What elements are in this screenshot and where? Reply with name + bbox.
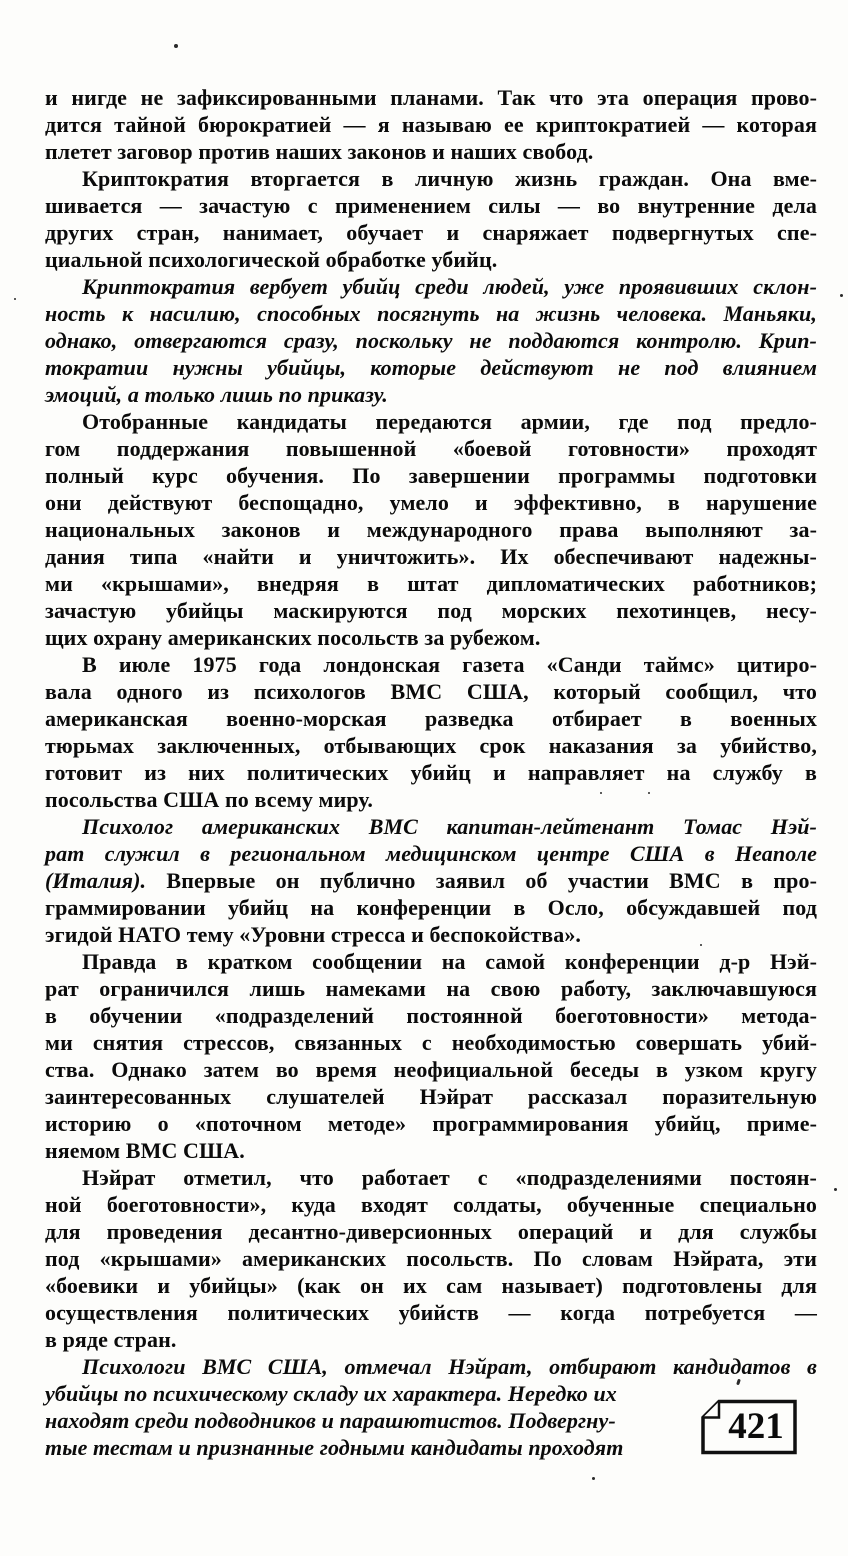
text-line-p7 (45, 975, 817, 1002)
text-line-p4 (45, 570, 817, 597)
text-line-p7 (45, 1110, 817, 1137)
italic-text-segment: Криптократия вербует убийц среди людей, уже проявивших склон- (82, 274, 817, 299)
roman-text-segment: щих охрану американских посольств за рубежом. (45, 625, 541, 650)
italic-text-segment: рат служил в региональном медицинском центре США в Неаполе (45, 841, 817, 866)
text-line-p8 (45, 1218, 817, 1245)
roman-text-segment: зачастую убийцы маскируются под морских пехотинцев, несу- (45, 598, 817, 623)
text-line-p9 (45, 1407, 677, 1434)
text-line-p5 (45, 732, 817, 759)
text-line-p4 (45, 543, 817, 570)
text-line-p3 (45, 381, 817, 408)
italic-text-segment: Психологи ВМС США, отмечал Нэйрат, отбирают кандидатов в (82, 1354, 817, 1379)
text-line-p7 (45, 1002, 817, 1029)
text-line-p9 (45, 1434, 677, 1461)
text-line-p4 (45, 408, 817, 435)
roman-text-segment: эгидой НАТО тему «Уровни стресса и беспокойства». (45, 922, 582, 947)
text-line-p5 (45, 678, 817, 705)
roman-text-segment: ства. Однако затем во время неофициальной беседы в узком кругу (45, 1057, 817, 1082)
roman-text-segment: ной боеготовности», куда входят солдаты, обученные специально (45, 1192, 817, 1217)
roman-text-segment: других стран, нанимает, обучает и снаряжает подвергнутых спе- (45, 220, 817, 245)
roman-text-segment: гом поддержания повышенной «боевой готовности» проходят (45, 436, 817, 461)
text-line-p2 (45, 246, 817, 273)
italic-text-segment: (Италия). (45, 868, 147, 893)
text-line-p5 (45, 759, 817, 786)
text-line-p4 (45, 597, 817, 624)
text-line-p7 (45, 948, 817, 975)
roman-text-segment: в ряде стран. (45, 1327, 177, 1352)
roman-text-segment: В июле 1975 года лондонская газета «Санди таймс» цитиро- (82, 652, 817, 677)
italic-text-segment: тократии нужны убийцы, которые действуют не под влиянием (45, 355, 817, 380)
roman-text-segment: дания типа «найти и уничтожить». Их обеспечивают надежны- (45, 544, 817, 569)
text-line-p8 (45, 1191, 817, 1218)
roman-text-segment: заинтересованных слушателей Нэйрат рассказал поразительную (45, 1084, 817, 1109)
italic-text-segment: находят среди подводников и парашютистов. Подвергну- (45, 1408, 616, 1433)
scan-speck (174, 44, 178, 48)
roman-text-segment: Криптократия вторгается в личную жизнь граждан. Она вме- (82, 166, 817, 191)
text-line-p3 (45, 300, 817, 327)
italic-text-segment: тые тестам и признанные годными кандидаты проходят (45, 1435, 624, 1460)
roman-text-segment: американская военно-морская разведка отбирает в военных (45, 706, 817, 731)
roman-text-segment: национальных законов и международного права выполняют за- (45, 517, 817, 542)
text-line-p4 (45, 462, 817, 489)
text-line-p8 (45, 1326, 817, 1353)
italic-text-segment: Психолог американских ВМС капитан-лейтенант Томас Нэй- (82, 814, 817, 839)
italic-text-segment: эмоций, а только лишь по приказу. (45, 382, 388, 407)
roman-text-segment: Нэйрат отметил, что работает с «подразделениями постоян- (82, 1165, 817, 1190)
roman-text-segment: посольства США по всему миру. (45, 787, 373, 812)
roman-text-segment: историю о «поточном методе» программирования убийц, приме- (45, 1111, 817, 1136)
roman-text-segment: вала одного из психологов ВМС США, который сообщил, что (45, 679, 817, 704)
scan-speck (648, 792, 650, 794)
roman-text-segment: ми «крышами», внедряя в штат дипломатических работников; (45, 571, 817, 596)
roman-text-segment: и нигде не зафиксированными планами. Так что эта операция прово- (45, 85, 817, 110)
text-line-p6 (45, 867, 817, 894)
text-line-p6 (45, 840, 817, 867)
roman-text-segment: граммировании убийц на конференции в Осло, обсуждавшей под (45, 895, 817, 920)
text-line-p1 (45, 111, 817, 138)
italic-text-segment: ность к насилию, способных посягнуть на жизнь человека. Маньяки, (45, 301, 817, 326)
roman-text-segment: в обучении «подразделений постоянной боеготовности» метода- (45, 1003, 817, 1028)
roman-text-segment: Правда в кратком сообщении на самой конференции д-р Нэй- (82, 949, 817, 974)
scan-speck (600, 792, 602, 794)
text-line-p1 (45, 138, 817, 165)
scan-speck (834, 1188, 837, 1191)
roman-text-segment: шивается — зачастую с применением силы — во внутренние дела (45, 193, 817, 218)
roman-text-segment: осуществления политических убийств — когда потребуется — (45, 1300, 817, 1325)
roman-text-segment: Отобранные кандидаты передаются армии, где под предло- (82, 409, 817, 434)
text-line-p8 (45, 1272, 817, 1299)
text-line-p3 (45, 354, 817, 381)
roman-text-segment: дится тайной бюрократией — я называю ее криптократией — которая (45, 112, 817, 137)
scan-speck (14, 298, 16, 300)
text-line-p4 (45, 489, 817, 516)
roman-text-segment: для проведения десантно-диверсионных операций и для службы (45, 1219, 817, 1244)
scan-speck (700, 944, 702, 946)
roman-text-segment: циальной психологической обработке убийц. (45, 247, 498, 272)
text-line-p4 (45, 435, 817, 462)
text-line-p7 (45, 1029, 817, 1056)
roman-text-segment: тюрьмах заключенных, отбывающих срок наказания за убийство, (45, 733, 817, 758)
roman-text-segment: полный курс обучения. По завершении программы подготовки (45, 463, 817, 488)
text-line-p5 (45, 651, 817, 678)
text-line-p7 (45, 1083, 817, 1110)
text-line-p2 (45, 192, 817, 219)
text-line-p7 (45, 1056, 817, 1083)
roman-text-segment: Впервые он публично заявил об участии ВМС в про- (146, 868, 817, 893)
italic-text-segment: однако, отвергаются сразу, поскольку не поддаются контролю. Крип- (45, 328, 817, 353)
text-line-p9 (45, 1380, 677, 1407)
text-line-p6 (45, 894, 817, 921)
scan-speck (592, 1477, 595, 1480)
text-line-p1 (45, 84, 817, 111)
text-line-p3 (45, 273, 817, 300)
text-line-p4 (45, 624, 817, 651)
italic-text-segment: убийцы по психическому складу их характера. Нередко их (45, 1381, 617, 1406)
text-line-p9 (45, 1353, 817, 1380)
text-line-p5 (45, 786, 817, 813)
roman-text-segment: ми снятия стрессов, связанных с необходимостью совершать убий- (45, 1030, 817, 1055)
roman-text-segment: няемом ВМС США. (45, 1138, 245, 1163)
text-line-p8 (45, 1164, 817, 1191)
text-line-p2 (45, 219, 817, 246)
roman-text-segment: под «крышами» американских посольств. По словам Нэйрата, эти (45, 1246, 817, 1271)
text-line-p3 (45, 327, 817, 354)
text-column (45, 84, 817, 1461)
roman-text-segment: «боевики и убийцы» (как он их сам называет) подготовлены для (45, 1273, 817, 1298)
scan-speck (840, 294, 843, 297)
text-line-p6 (45, 813, 817, 840)
page-number: 421 (728, 1405, 784, 1447)
page-number-badge (700, 1399, 798, 1455)
text-line-p7 (45, 1137, 817, 1164)
text-line-p8 (45, 1299, 817, 1326)
text-line-p8 (45, 1245, 817, 1272)
roman-text-segment: рат ограничился лишь намеками на свою работу, заключавшуюся (45, 976, 817, 1001)
text-line-p2 (45, 165, 817, 192)
text-line-p4 (45, 516, 817, 543)
text-line-p5 (45, 705, 817, 732)
roman-text-segment: плетет заговор против наших законов и наших свобод. (45, 139, 594, 164)
roman-text-segment: они действуют беспощадно, умело и эффективно, в нарушение (45, 490, 817, 515)
roman-text-segment: готовит из них политических убийц и направляет на службу в (45, 760, 817, 785)
